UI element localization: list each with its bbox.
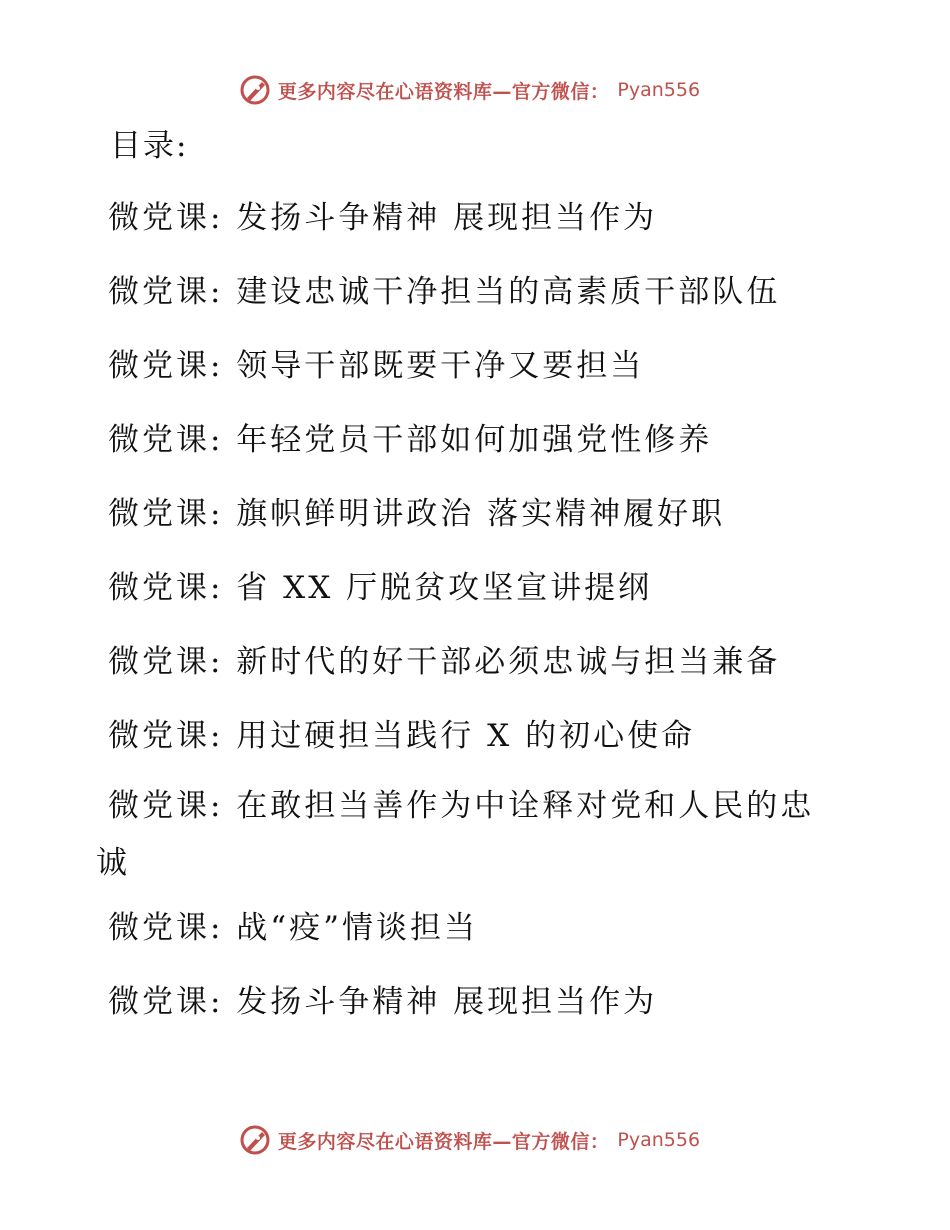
toc-item: 微党课: 建设忠诚干净担当的高素质干部队伍 <box>108 274 781 310</box>
toc-item: 微党课: 省 XX 厅脱贫攻坚宣讲提纲 <box>108 570 653 606</box>
toc-list <box>0 196 950 1054</box>
toc-item: 微党课: 年轻党员干部如何加强党性修养 <box>108 422 713 458</box>
toc-item-wrapped <box>0 788 848 882</box>
toc-item: 微党课: 新时代的好干部必须忠诚与担当兼备 <box>108 644 781 680</box>
toc-item: 微党课: 用过硬担当践行 X 的初心使命 <box>108 718 696 754</box>
pen-nib-logo-icon <box>238 73 272 107</box>
pen-nib-logo-icon <box>238 1123 272 1157</box>
toc-item: 微党课: 发扬斗争精神 展现担当作为 <box>108 984 658 1020</box>
toc-item: 微党课: 发扬斗争精神 展现担当作为 <box>108 200 658 236</box>
header-banner <box>0 70 950 110</box>
footer-banner-inner <box>238 1123 700 1157</box>
header-banner-text: 更多内容尽在心语资料库—官方微信： <box>277 80 610 103</box>
header-banner-id: Pyan556 <box>617 79 701 101</box>
header-banner-inner <box>238 73 700 107</box>
toc-item: 微党课: 战“疫”情谈担当 <box>108 910 478 946</box>
footer-banner <box>0 1120 950 1160</box>
toc-item: 微党课: 旗帜鲜明讲政治 落实精神履好职 <box>108 496 726 532</box>
toc-item-wrapped-line1: 微党课: 在敢担当善作为中诠释对党和人民的忠 <box>108 788 815 824</box>
toc-item: 微党课: 领导干部既要干净又要担当 <box>108 348 645 384</box>
toc-title: 目录: <box>110 128 189 164</box>
footer-banner-id: Pyan556 <box>617 1129 701 1151</box>
footer-banner-text: 更多内容尽在心语资料库—官方微信： <box>277 1130 610 1153</box>
toc-item-wrapped-line2: 诚 <box>96 845 130 881</box>
